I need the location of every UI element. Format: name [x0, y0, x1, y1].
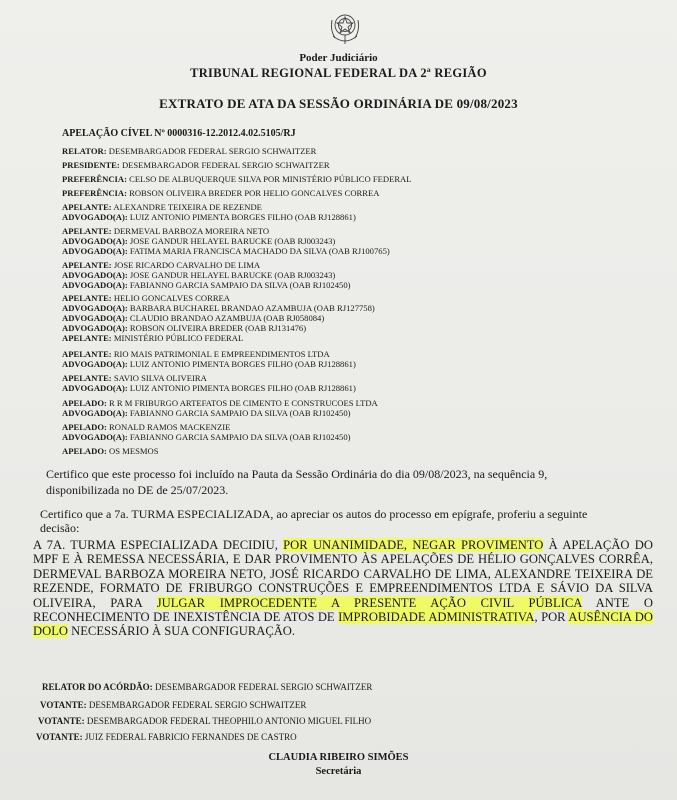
party-line: PREFERÊNCIA: ROBSON OLIVEIRA BREDER POR HELIO GONCALVES CORREA	[62, 188, 380, 198]
party-line: APELADO: OS MESMOS	[62, 446, 159, 456]
highlight-dismissal: JULGAR IMPROCEDENTE A PRESENTE AÇÃO CIVIL PÚBLICA	[156, 595, 582, 610]
party-line: APELANTE: MINISTÉRIO PÚBLICO FEDERAL	[62, 333, 244, 343]
certification-decision-line1: Certifico que a 7a. TURMA ESPECIALIZADA, ao apreciar os autos do processo em epígrafe, proferiu a seguinte	[40, 507, 588, 521]
party-line: ADVOGADO(A): LUIZ ANTONIO PIMENTA BORGES FILHO (OAB RJ128861)	[62, 359, 356, 369]
certification-inclusion-line2: disponibilizada no DE de 25/07/2023.	[46, 483, 229, 497]
header-court: TRIBUNAL REGIONAL FEDERAL DA 2ª REGIÃO	[190, 66, 487, 80]
highlight-unanimity: POR UNANIMIDADE, NEGAR PROVIMENTO	[283, 538, 544, 552]
party-line: ADVOGADO(A): ROBSON OLIVEIRA BREDER (OAB RJ131476)	[62, 323, 307, 333]
party-line: ADVOGADO(A): FABIANNO GARCIA SAMPAIO DA SILVA (OAB RJ102450)	[62, 432, 351, 442]
certification-inclusion-line1: Certifico que este processo foi incluído na Pauta da Sessão Ordinária do dia 09/08/2023, na sequência 9,	[46, 467, 548, 481]
header-judiciary: Poder Judiciário	[299, 52, 378, 64]
party-line: ADVOGADO(A): CLAUDIO BRANDAO AZAMBUJA (OAB RJ058084)	[62, 313, 325, 323]
vote-line: VOTANTE: DESEMBARGADOR FEDERAL SERGIO SCHWAITZER	[40, 700, 307, 710]
party-line: ADVOGADO(A): FABIANNO GARCIA SAMPAIO DA SILVA (OAB RJ102450)	[62, 408, 351, 418]
signature-role: Secretária	[315, 766, 362, 777]
party-line: APELANTE: ALEXANDRE TEIXEIRA DE REZENDE	[62, 202, 262, 212]
highlight-absence-of-intent: AUSÊNCIA DO DOLO	[33, 610, 653, 639]
certification-decision-line2: decisão:	[40, 521, 80, 535]
party-line: ADVOGADO(A): FATIMA MARIA FRANCISCA MACHADO DA SILVA (OAB RJ100765)	[62, 246, 390, 256]
vote-line: VOTANTE: DESEMBARGADOR FEDERAL THEOPHILO ANTONIO MIGUEL FILHO	[38, 716, 372, 726]
document-title: EXTRATO DE ATA DA SESSÃO ORDINÁRIA DE 09/08/2023	[159, 96, 518, 111]
party-line: APELANTE: JOSE RICARDO CARVALHO DE LIMA	[62, 260, 261, 270]
party-line: ADVOGADO(A): JOSE GANDUR HELAYEL BARUCKE (OAB RJ003243)	[62, 236, 336, 246]
party-line: ADVOGADO(A): JOSE GANDUR HELAYEL BARUCKE (OAB RJ003243)	[62, 270, 336, 280]
decision-text: A 7A. TURMA ESPECIALIZADA DECIDIU, POR UNANIMIDADE, NEGAR PROVIMENTO À APELAÇÃO DO MPF E À REMESSA NECESSÁRIA, E DAR PROVIMENTO ÀS APELAÇÕES DE HÉLIO GONÇALVES CORRÊA, DERMEVAL BARBOZA MOREIRA NETO, JOSÉ RICARDO CARVALHO DE LIMA, ALEXANDRE TEIXEIRA DE REZENDE, FORMATO DE FRIBURGO CONSTRUÇÕES E EMPREENDIMENTOS LTDA E SÁVIO DA SILVA OLIVEIRA, PARA JULGAR IMPROCEDENTE A PRESENTE AÇÃO CIVIL PÚBLICA ANTE O RECONHECIMENTO DE INEXISTÊNCIA DE ATOS DE IMPROBIDADE ADMINISTRATIVA, POR AUSÊNCIA DO DOLO NECESSÁRIO À SUA CONFIGURAÇÃO.	[33, 538, 653, 639]
party-line: RELATOR: DESEMBARGADOR FEDERAL SERGIO SCHWAITZER	[62, 146, 317, 156]
party-line: ADVOGADO(A): LUIZ ANTONIO PIMENTA BORGES FILHO (OAB RJ128861)	[62, 212, 356, 222]
party-line: APELADO: RONALD RAMOS MACKENZIE	[62, 422, 231, 432]
party-line: PREFERÊNCIA: CELSO DE ALBUQUERQUE SILVA POR MINISTÉRIO PÚBLICO FEDERAL	[62, 174, 412, 184]
party-line: APELADO: R R M FRIBURGO ARTEFATOS DE CIMENTO E CONSTRUCOES LTDA	[62, 398, 378, 408]
party-line: APELANTE: HELIO GONCALVES CORREA	[62, 293, 231, 303]
highlight-improbity: IMPROBIDADE ADMINISTRATIVA	[338, 610, 535, 625]
party-line: APELANTE: DERMEVAL BARBOZA MOREIRA NETO	[62, 226, 270, 236]
party-line: ADVOGADO(A): BARBARA BUCHAREL BRANDAO AZAMBUJA (OAB RJ127758)	[62, 303, 375, 313]
party-line: APELANTE: SAVIO SILVA OLIVEIRA	[62, 373, 207, 383]
party-line: PRESIDENTE: DESEMBARGADOR FEDERAL SERGIO SCHWAITZER	[62, 160, 330, 170]
party-line: ADVOGADO(A): FABIANNO GARCIA SAMPAIO DA SILVA (OAB RJ102450)	[62, 280, 351, 290]
coat-of-arms-icon	[328, 8, 362, 48]
party-line: APELANTE: RIO MAIS PATRIMONIAL E EMPREENDIMENTOS LTDA	[62, 349, 330, 359]
vote-line: RELATOR DO ACÓRDÃO: DESEMBARGADOR FEDERAL SERGIO SCHWAITZER	[42, 682, 373, 692]
signature-name: CLAUDIA RIBEIRO SIMÕES	[268, 752, 409, 763]
process-number: APELAÇÃO CÍVEL Nº 0000316-12.2012.4.02.5105/RJ	[62, 128, 296, 139]
party-line: ADVOGADO(A): LUIZ ANTONIO PIMENTA BORGES FILHO (OAB RJ128861)	[62, 383, 356, 393]
vote-line: VOTANTE: JUIZ FEDERAL FABRICIO FERNANDES DE CASTRO	[36, 732, 297, 742]
